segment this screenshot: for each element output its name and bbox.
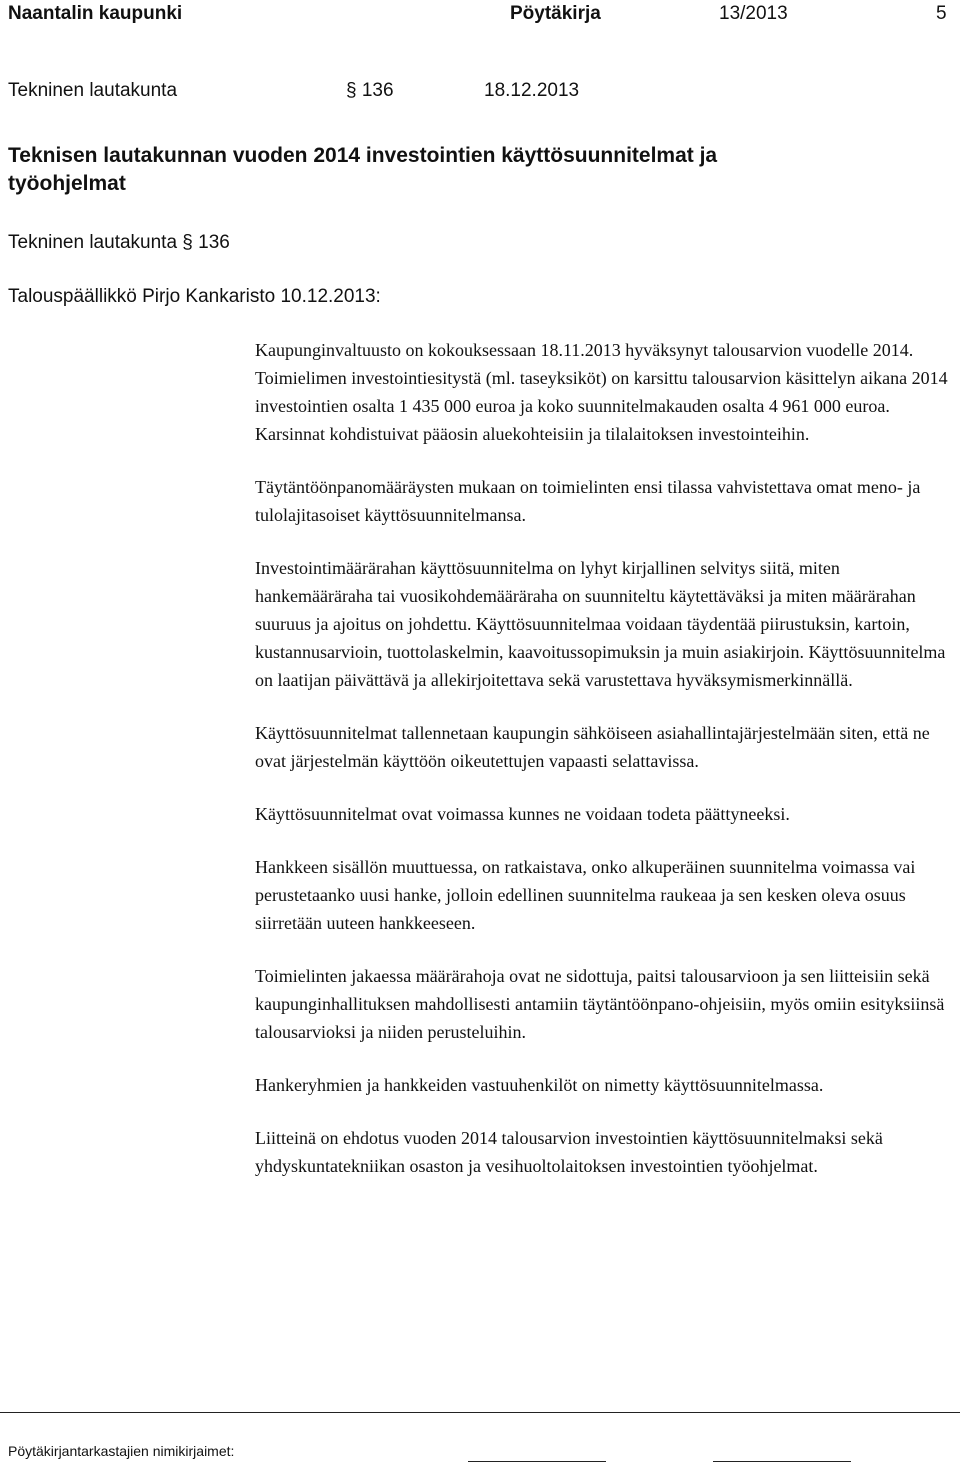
footer-divider [0,1412,960,1413]
paragraph: Käyttösuunnitelmat ovat voimassa kunnes ne voidaan todeta päättyneeksi. [255,804,790,824]
paragraph: Kaupunginvaltuusto on kokouksessaan 18.11.2013 hyväksynyt talousarvion vuodelle 2014. Toimielimen investointiesitystä (ml. taseyksiköt) on karsittu talousarvion käsittelyn aikana 2014 investointien osalta 1 435 000 euroa ja koko suunnitelmakauden osalta 4 961 000 euroa. Karsinnat kohdistuivat pääosin aluekohteisiin ja tilalaitoksen investointeihin. [255,340,948,444]
section-number: § 136 [346,80,394,101]
paragraph: Investointimäärärahan käyttösuunnitelma on lyhyt kirjallinen selvitys siitä, miten hankemääräraha tai vuosikohdemääräraha on suunniteltu käytettäväksi ja miten määrärahan suuruus ja ajoitus on johdettu. Käyttösuunnitelmaa voidaan täydentää piirustuksin, kartoin, kustannusarvioin, tuottolaskelmin, kaavoitussopimuksin ja muin asiakirjoin. Käyttösuunnitelma on laatijan päivättävä ja allekirjoitettava sekä varustettava hyväksymismerkinnällä. [255,558,946,690]
organization-name: Naantalin kaupunki [8,3,183,24]
page-number: 5 [936,3,947,24]
item-title: Teknisen lautakunnan vuoden 2014 investointien käyttösuunnitelmat ja työohjelmat [8,144,718,195]
paragraph: Täytäntöönpanomääräysten mukaan on toimielinten ensi tilassa vahvistettava omat meno- ja tulolajitasoiset käyttösuunnitelmansa. [255,477,921,525]
document-number: 13/2013 [719,3,788,24]
initials-line-2 [713,1461,851,1462]
paragraph: Liitteinä on ehdotus vuoden 2014 talousarvion investointien käyttösuunnitelmaksi sekä yhdyskuntatekniikan osaston ja vesihuoltolaitoksen investointien työohjelmat. [255,1128,883,1176]
document-type: Pöytäkirja [510,3,601,24]
meeting-date: 18.12.2013 [484,80,580,101]
page-header [8,0,952,30]
presenter-line: Talouspäällikkö Pirjo Kankaristo 10.12.2013: [8,286,381,307]
footer-initials-label: Pöytäkirjantarkastajien nimikirjaimet: [8,1443,235,1459]
body-text [255,336,955,1205]
board-section-line: Tekninen lautakunta § 136 [8,232,230,253]
initials-line-1 [468,1461,606,1462]
paragraph: Toimielinten jakaessa määrärahoja ovat ne sidottuja, paitsi talousarvioon ja sen liitteisiin sekä kaupunginhallituksen mahdollisesti antamiin täytäntöönpano-ohjeisiin, myös omiin esityksiinsä talousarvioksi ja niiden perusteluihin. [255,966,945,1042]
paragraph: Käyttösuunnitelmat tallennetaan kaupungin sähköiseen asiahallintajärjestelmään siten, että ne ovat järjestelmän käyttöön oikeutettujen vapaasti selattavissa. [255,723,930,771]
board-name: Tekninen lautakunta [8,80,178,101]
paragraph: Hankeryhmien ja hankkeiden vastuuhenkilöt on nimetty käyttösuunnitelmassa. [255,1075,824,1095]
paragraph: Hankkeen sisällön muuttuessa, on ratkaistava, onko alkuperäinen suunnitelma voimassa vai perustetaanko uusi hanke, jolloin edellinen suunnitelma raukeaa ja sen kesken oleva osuus siirretään uuteen hankkeeseen. [255,857,916,933]
page-subheader [8,80,708,108]
